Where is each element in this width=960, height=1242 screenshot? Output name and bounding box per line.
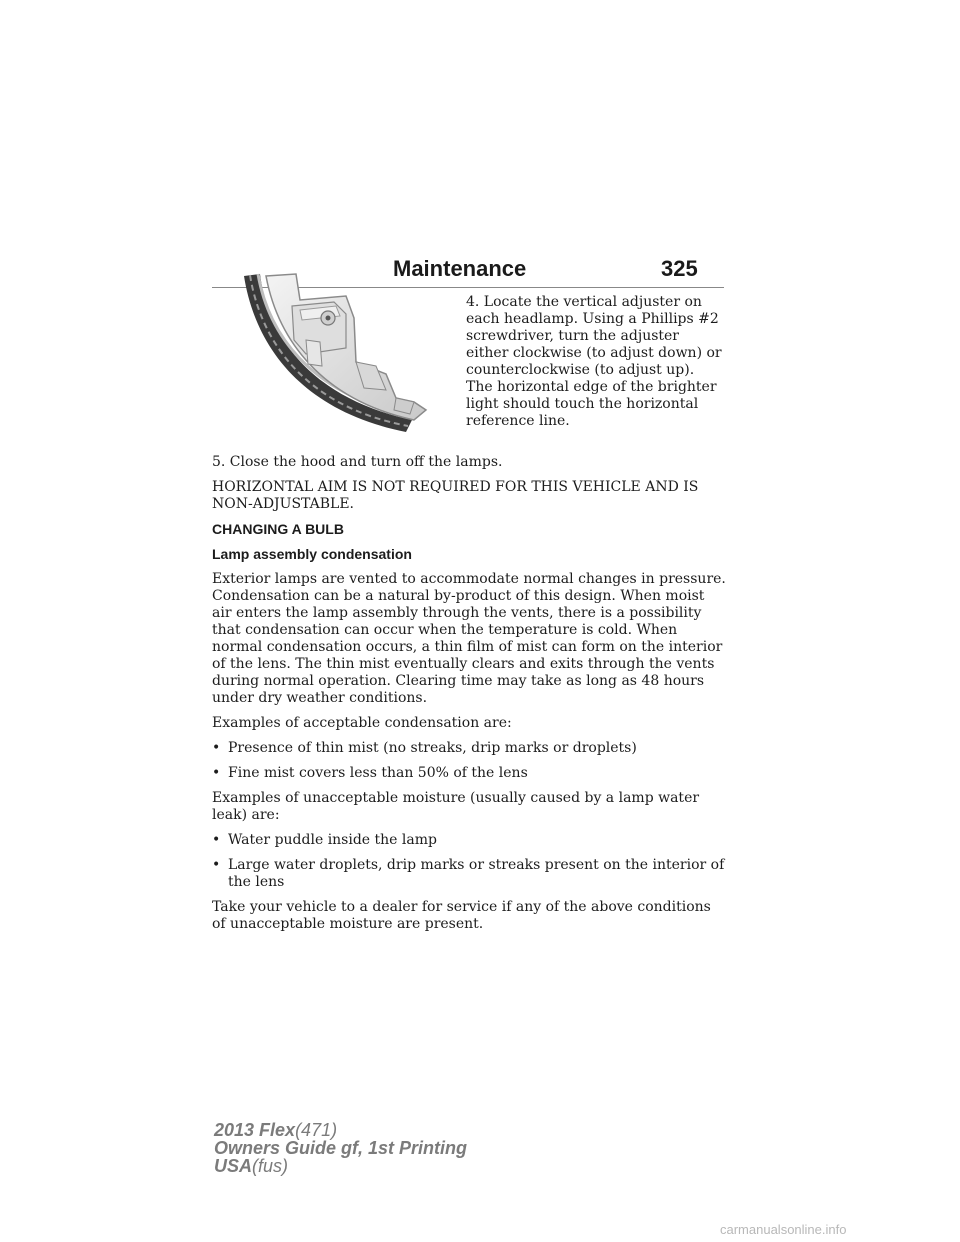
step-4-text: 4. Locate the vertical adjuster on each headlamp. Using a Phillips #2 screwdriver, turn the adjuster either clockwise (to adjust down) or counterclockwise (to adjust up). The horizontal edge of the brighter light should touch the horizontal reference line.	[466, 294, 722, 429]
footer-line-1	[214, 1121, 467, 1139]
section-heading: CHANGING A BULB	[212, 521, 344, 537]
bullet-icon: •	[212, 857, 221, 873]
unacceptable-intro: Examples of unacceptable moisture (usually caused by a lamp water leak) are:	[212, 790, 700, 823]
condensation-paragraph: Exterior lamps are vented to accommodate normal changes in pressure. Condensation can be a natural by-product of this design. When moist air enters the lamp assembly through the vents, there is a possibility that condensation can occur when the temperature is cold. When normal condensation occurs, a thin film of mist can form on the interior of the lens. The thin mist eventually clears and exits through the vents during normal operation. Clearing time may take as long as 48 hours under dry weather conditions.	[212, 571, 726, 706]
footer	[214, 1121, 467, 1175]
list-item-text: Presence of thin mist (no streaks, drip marks or droplets)	[228, 740, 637, 756]
subsection-heading: Lamp assembly condensation	[212, 546, 412, 562]
acceptable-intro: Examples of acceptable condensation are:	[212, 715, 512, 731]
footer-line-3	[214, 1157, 467, 1175]
headlamp-adjuster-icon	[236, 270, 438, 438]
closing-paragraph: Take your vehicle to a dealer for service if any of the above conditions of unacceptable moisture are present.	[212, 899, 711, 932]
footer-line-2	[214, 1139, 467, 1157]
footer-model: 2013 Flex	[214, 1120, 296, 1140]
list-item	[212, 857, 727, 891]
footer-printing: Owners Guide gf, 1st Printing	[214, 1138, 468, 1158]
list-item-text: Large water droplets, drip marks or streaks present on the interior of the lens	[228, 857, 725, 890]
page-number: 325	[661, 256, 698, 281]
horizontal-aim-note: HORIZONTAL AIM IS NOT REQUIRED FOR THIS VEHICLE AND IS NON-ADJUSTABLE.	[212, 479, 699, 512]
step-5-text: 5. Close the hood and turn off the lamps.	[212, 454, 503, 470]
footer-market: USA	[214, 1156, 253, 1176]
bullet-icon: •	[212, 832, 221, 848]
footer-code: (471)	[295, 1120, 338, 1140]
bullet-icon: •	[212, 765, 221, 781]
list-item-text: Water puddle inside the lamp	[228, 832, 437, 848]
list-item	[212, 740, 727, 757]
list-item-text: Fine mist covers less than 50% of the lens	[228, 765, 528, 781]
body-text	[212, 454, 727, 941]
watermark: carmanualsonline.info	[720, 1222, 847, 1237]
list-item	[212, 765, 727, 782]
footer-market-code: (fus)	[252, 1156, 289, 1176]
bullet-icon: •	[212, 740, 221, 756]
list-item	[212, 832, 727, 849]
page-title: Maintenance	[393, 256, 527, 281]
